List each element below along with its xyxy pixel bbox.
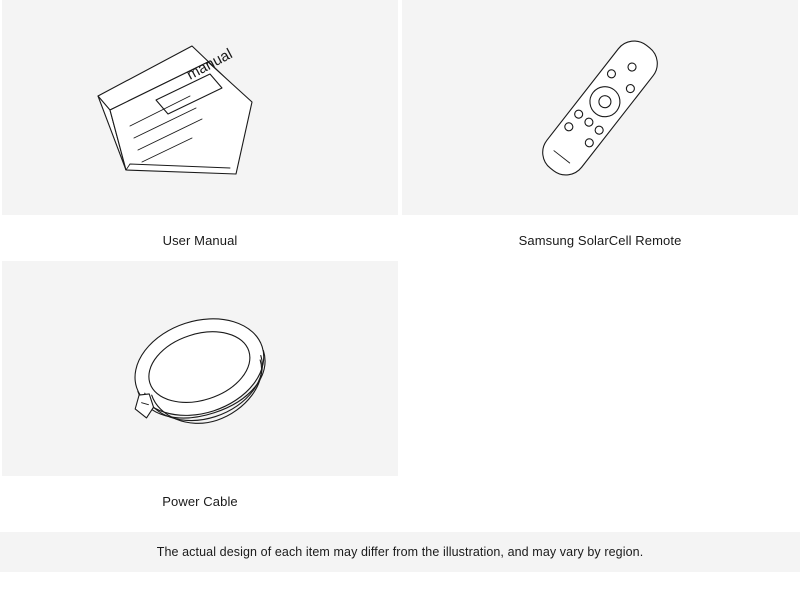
accessory-label-samsung-solarcell-remote: Samsung SolarCell Remote	[518, 233, 682, 248]
remote-icon	[470, 18, 730, 198]
user-manual-thumbnail	[2, 0, 398, 215]
footer-disclaimer-text: The actual design of each item may differ from the illustration, and may vary by region.	[156, 545, 644, 559]
empty-label	[400, 476, 800, 522]
accessory-label-user-manual: User Manual	[162, 233, 238, 248]
accessory-card-samsung-solarcell-remote[interactable]	[400, 0, 800, 261]
manual-cover-text: manual	[183, 44, 236, 84]
manual-icon	[70, 18, 330, 198]
accessory-label-power-cable: Power Cable	[162, 494, 238, 509]
remote-thumbnail	[402, 0, 798, 215]
accessory-card-empty	[400, 261, 800, 522]
accessories-row	[0, 0, 800, 261]
accessory-card-power-cable[interactable]	[0, 261, 400, 522]
footer-disclaimer-band	[0, 532, 800, 572]
accessories-row	[0, 261, 800, 522]
empty-thumbnail	[402, 261, 798, 476]
power-cable-thumbnail	[2, 261, 398, 476]
cable-icon	[70, 279, 330, 459]
accessory-card-user-manual[interactable]	[0, 0, 400, 261]
